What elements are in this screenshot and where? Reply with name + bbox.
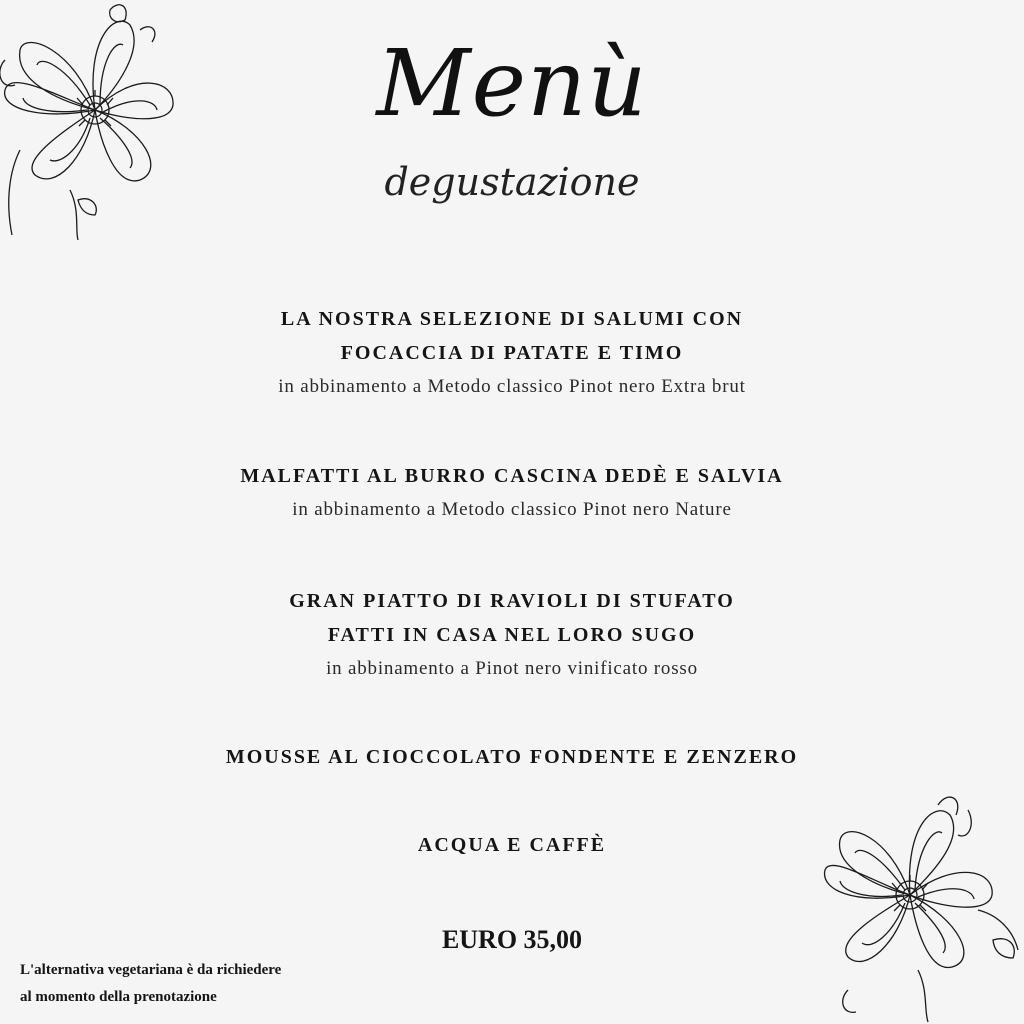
note-line: L'alternativa vegetariana è da richiedere bbox=[20, 962, 282, 978]
course-5 bbox=[0, 828, 1024, 862]
course-name: GRAN PIATTO DI RAVIOLI DI STUFATO bbox=[289, 590, 735, 612]
course-name: FATTI IN CASA NEL LORO SUGO bbox=[327, 624, 697, 646]
course-2 bbox=[0, 459, 1024, 527]
course-4 bbox=[0, 740, 1024, 774]
wine-pairing: in abbinamento a Pinot nero vinificato rosso bbox=[326, 658, 698, 679]
course-name: FOCACCIA DI PATATE E TIMO bbox=[340, 342, 684, 364]
course-name: ACQUA E CAFFÈ bbox=[417, 834, 607, 856]
course-3 bbox=[0, 584, 1024, 686]
wine-pairing: in abbinamento a Metodo classico Pinot nero Nature bbox=[292, 499, 732, 520]
vegetarian-note bbox=[20, 957, 281, 1011]
menu-title: Menù bbox=[376, 30, 648, 137]
course-name: MOUSSE AL CIOCCOLATO FONDENTE E ZENZERO bbox=[225, 746, 799, 768]
course-1 bbox=[0, 302, 1024, 404]
menu-subtitle: degustazione bbox=[384, 160, 640, 204]
course-name: MALFATTI AL BURRO CASCINA DEDÈ E SALVIA bbox=[240, 465, 784, 487]
wine-pairing: in abbinamento a Metodo classico Pinot nero Extra brut bbox=[278, 376, 746, 397]
menu-price: EURO 35,00 bbox=[441, 925, 583, 954]
note-line: al momento della prenotazione bbox=[20, 989, 217, 1005]
flower-bottom-right-icon bbox=[818, 790, 1024, 1024]
course-name: LA NOSTRA SELEZIONE DI SALUMI CON bbox=[280, 308, 744, 330]
